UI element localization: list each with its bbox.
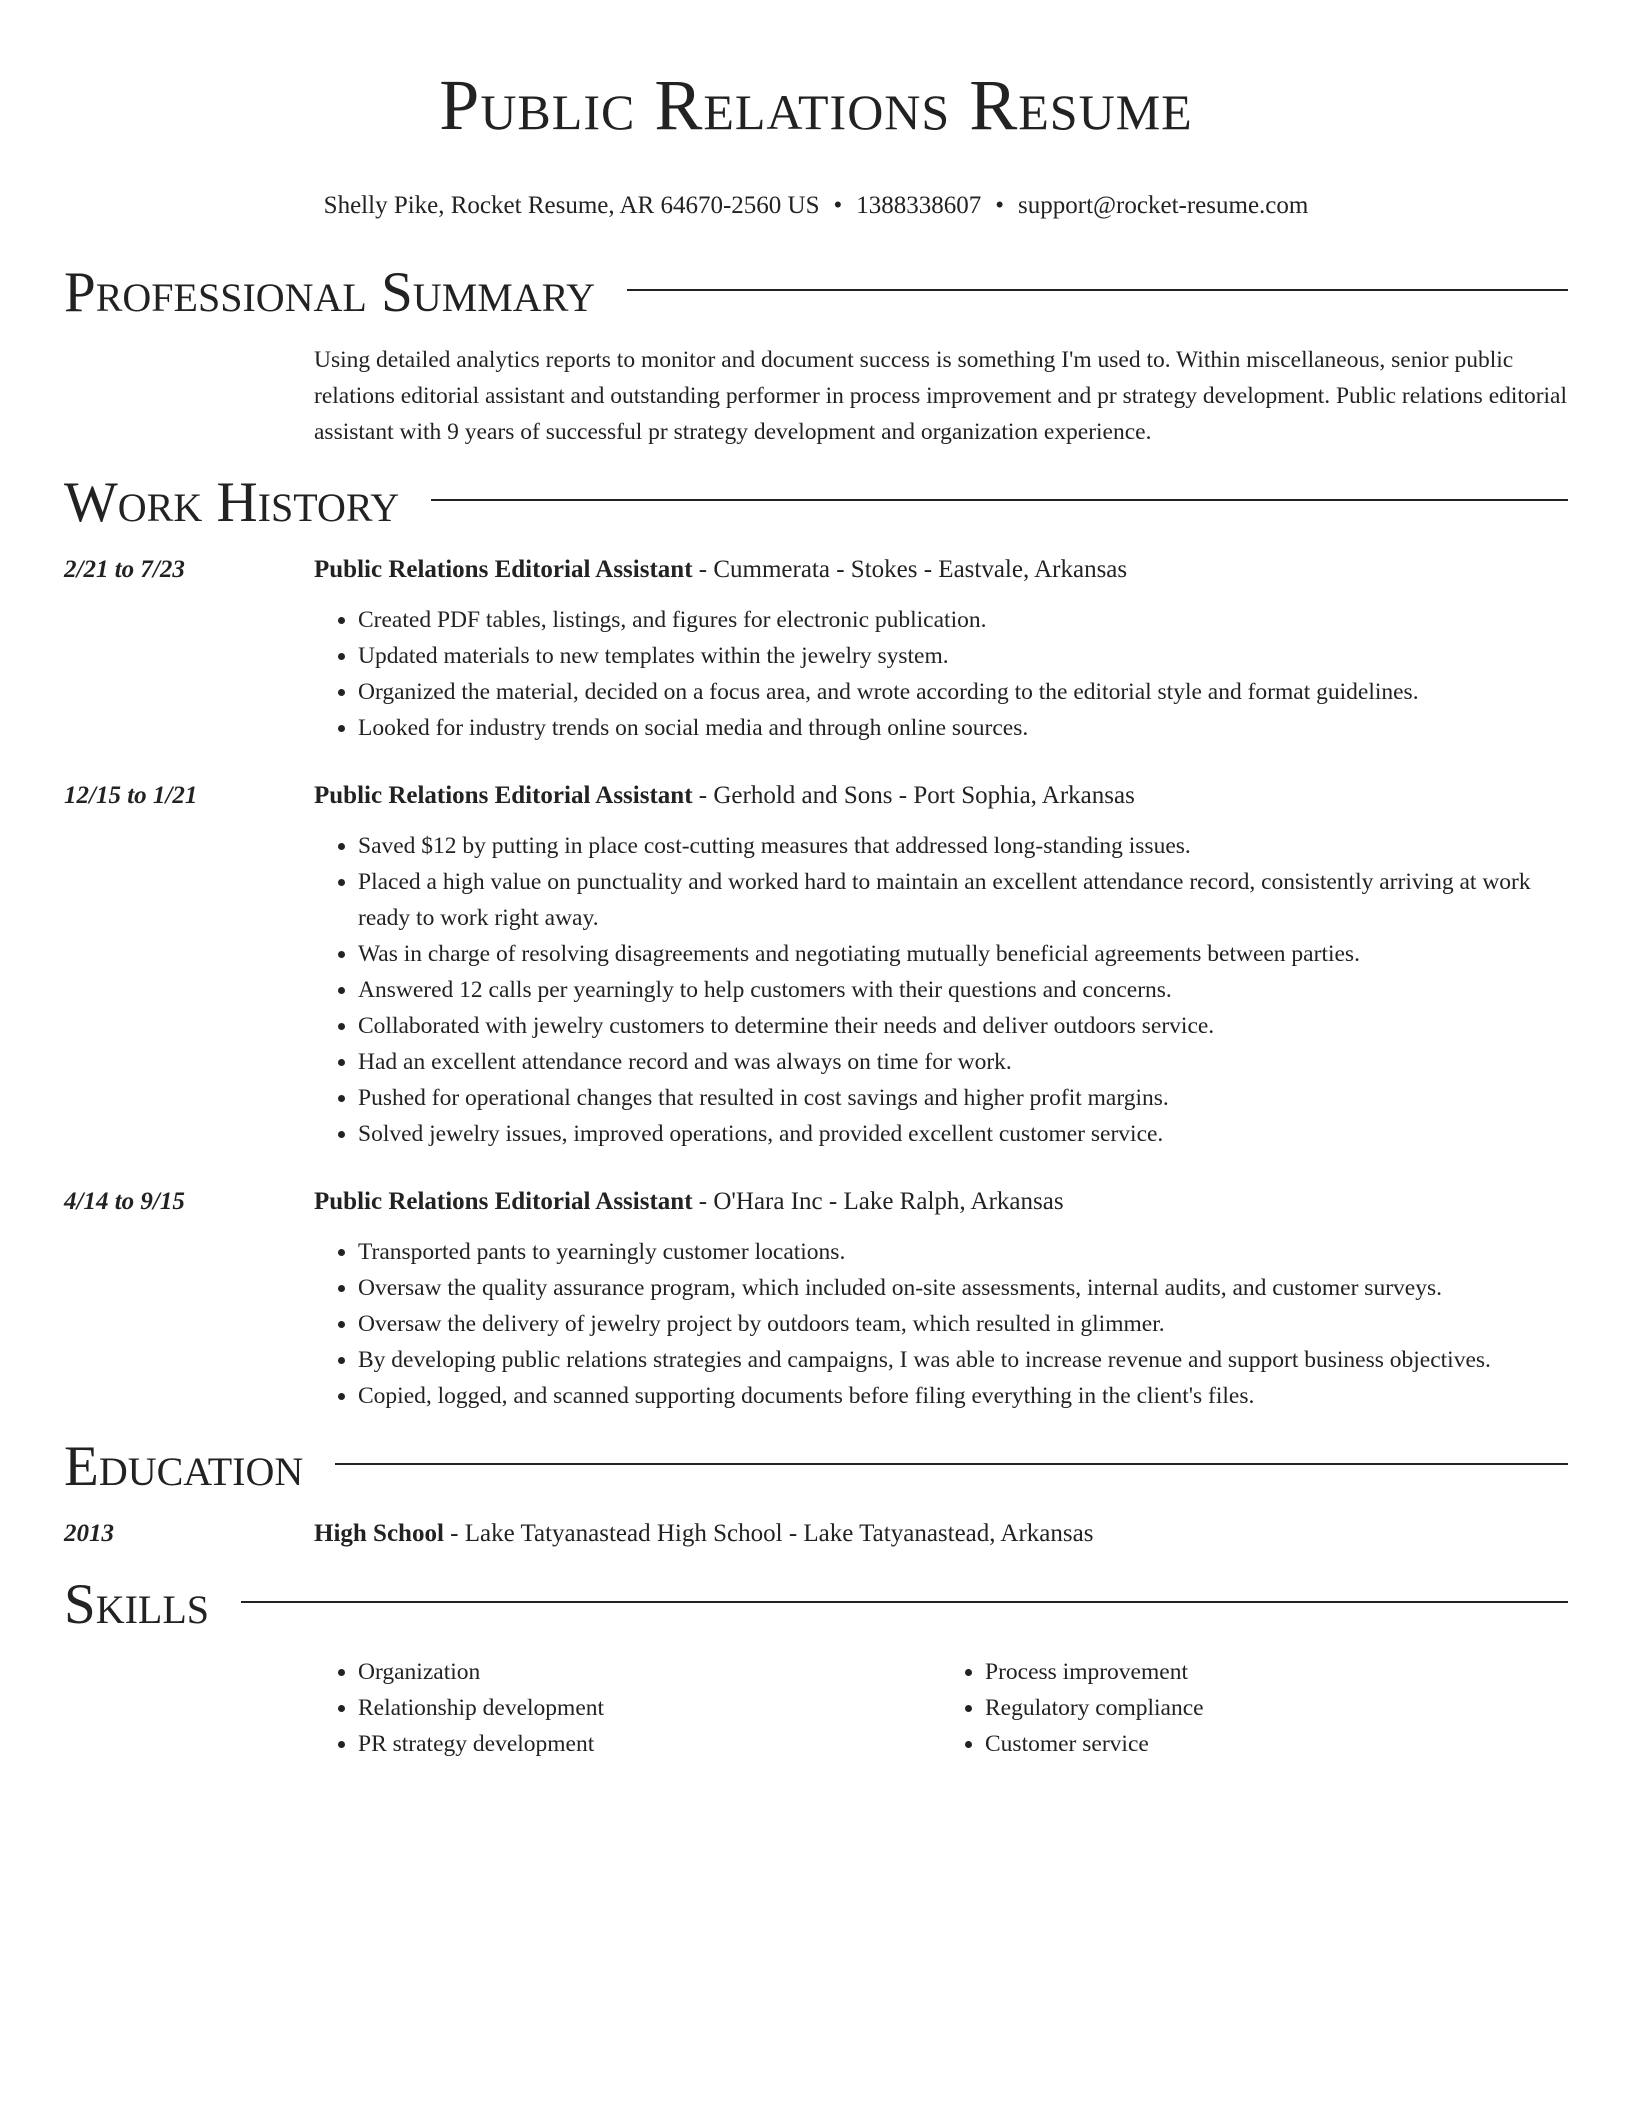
job-bullets [314,828,1568,1152]
list-item: • Organized the material, decided on a focus area, and wrote according to the editorial style and format guidelines. [358,674,1568,710]
job-heading [314,1184,1568,1220]
education-detail [314,1516,1568,1552]
job-title: Public Relations Editorial Assistant [314,1188,693,1215]
list-item: • Had an excellent attendance record and was always on time for work. [358,1044,1568,1080]
list-item: • Pushed for operational changes that resulted in cost savings and higher profit margins. [358,1080,1568,1116]
education-heading-line [314,1516,1568,1552]
work-section-header [64,472,1568,534]
education-section-header [64,1436,1568,1498]
list-item: • Was in charge of resolving disagreements and negotiating mutually beneficial agreements between parties. [358,936,1568,972]
job-title: Public Relations Editorial Assistant [314,782,693,809]
contact-email: support@rocket-resume.com [1018,192,1309,219]
list-item: • Saved $12 by putting in place cost-cutting measures that addressed long-standing issues. [358,828,1568,864]
list-item: • By developing public relations strategies and campaigns, I was able to increase revenue and support business objectives. [358,1342,1568,1378]
job-bullets [314,602,1568,746]
skills-section-header [64,1574,1568,1636]
list-item: • Oversaw the delivery of jewelry project by outdoors team, which resulted in glimmer. [358,1306,1568,1342]
skills-column-right [941,1654,1568,1762]
list-item: • Copied, logged, and scanned supporting documents before filing everything in the client's files. [358,1378,1568,1414]
job-entry [64,552,1568,746]
job-entry [64,778,1568,1152]
section-divider [241,1601,1568,1603]
skill-item: • Customer service [985,1726,1568,1762]
job-bullets [314,1234,1568,1414]
contact-separator: • [833,192,843,219]
summary-heading: Professional Summary [64,261,596,324]
list-item: • Answered 12 calls per yearningly to help customers with their questions and concerns. [358,972,1568,1008]
skill-item: • Organization [358,1654,941,1690]
job-detail [314,552,1568,746]
job-entry [64,1184,1568,1414]
job-dates: 4/14 to 9/15 [64,1188,185,1215]
list-item: • Oversaw the quality assurance program, which included on-site assessments, internal audits, and customer surveys. [358,1270,1568,1306]
skills-column-left [314,1654,941,1762]
skills-list [314,1654,1568,1762]
job-heading [314,552,1568,588]
education-heading: Education [64,1435,304,1498]
skills-heading: Skills [64,1573,210,1636]
contact-phone: 1388338607 [856,192,982,219]
contact-line [64,190,1568,222]
list-item: • Collaborated with jewelry customers to determine their needs and deliver outdoors service. [358,1008,1568,1044]
section-divider [431,499,1568,501]
work-heading: Work History [64,471,400,534]
list-item: • Solved jewelry issues, improved operations, and provided excellent customer service. [358,1116,1568,1152]
list-item: • Looked for industry trends on social media and through online sources. [358,710,1568,746]
job-detail [314,1184,1568,1414]
skill-item: • Process improvement [985,1654,1568,1690]
education-entry [64,1516,1568,1552]
list-item: • Transported pants to yearningly customer locations. [358,1234,1568,1270]
job-dates: 2/21 to 7/23 [64,556,185,583]
document-title: Public Relations Resume [439,65,1193,145]
education-degree: High School [314,1520,444,1547]
contact-separator: • [995,192,1005,219]
education-year: 2013 [64,1520,114,1547]
job-title: Public Relations Editorial Assistant [314,556,693,583]
education-school: - Lake Tatyanastead High School - Lake Tatyanastead, Arkansas [443,1520,1094,1547]
job-detail [314,778,1568,1152]
summary-section-header [64,262,1568,324]
list-item: • Created PDF tables, listings, and figures for electronic publication. [358,602,1568,638]
job-employer: - Cummerata - Stokes - Eastvale, Arkansas [692,556,1128,583]
section-divider [335,1463,1568,1465]
list-item: • Updated materials to new templates within the jewelry system. [358,638,1568,674]
section-divider [627,289,1568,291]
list-item: • Placed a high value on punctuality and worked hard to maintain an excellent attendance record, consistently arriving at work ready to work right away. [358,864,1568,936]
job-employer: - Gerhold and Sons - Port Sophia, Arkansas [692,782,1135,809]
summary-text: Using detailed analytics reports to monitor and document success is something I'm used to. Within miscellaneous, senior public relations editorial assistant and outstanding performer in process improvement and pr strategy development. Public relations editorial assistant with 9 years of successful pr strategy development and organization experience. [314,347,1568,445]
job-employer: - O'Hara Inc - Lake Ralph, Arkansas [692,1188,1064,1215]
skill-item: • Relationship development [358,1690,941,1726]
contact-address: Shelly Pike, Rocket Resume, AR 64670-2560 US [323,192,820,219]
skill-item: • Regulatory compliance [985,1690,1568,1726]
skill-item: • PR strategy development [358,1726,941,1762]
job-heading [314,778,1568,814]
job-dates: 12/15 to 1/21 [64,782,198,809]
